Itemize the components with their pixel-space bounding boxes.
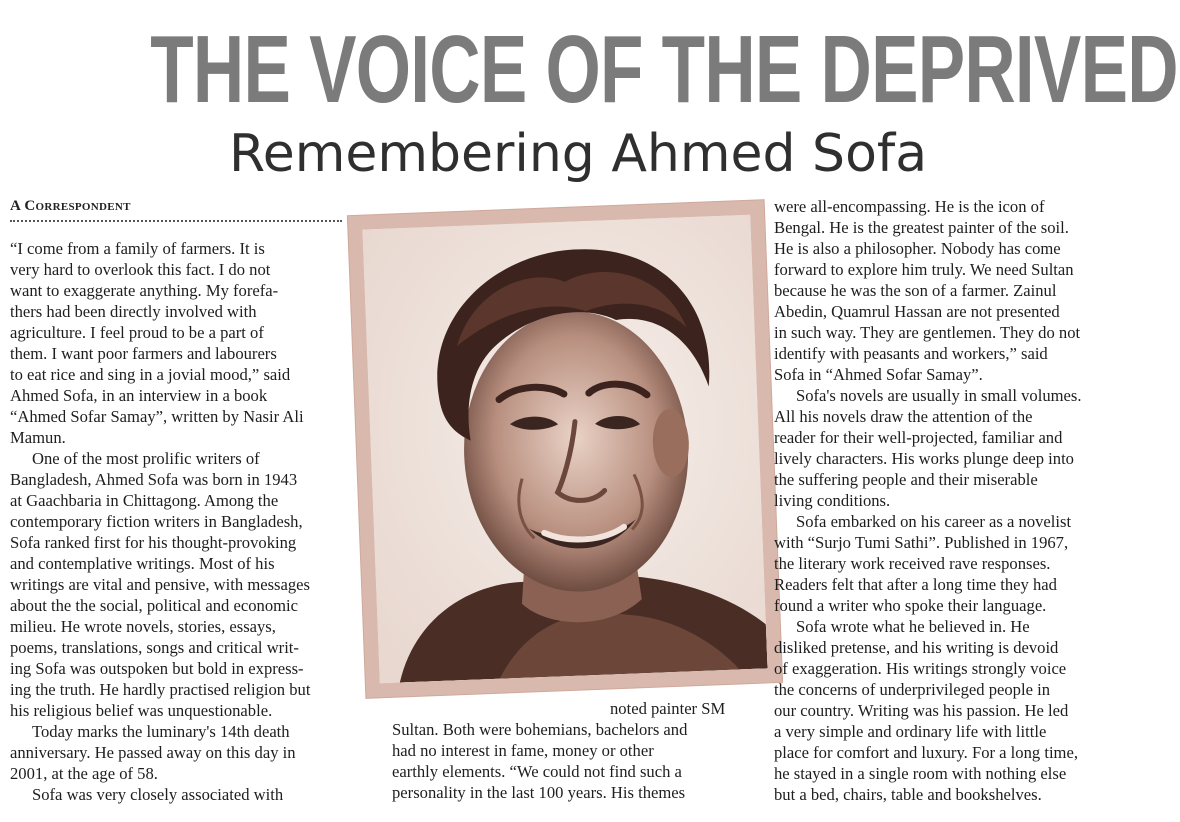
text-line: noted painter SM [610, 699, 726, 718]
text-line: Bangladesh, Ahmed Sofa was born in 1943 [10, 470, 298, 489]
text-line: disliked pretense, and his writing is devoid [774, 638, 1059, 657]
text-line: the suffering people and their miserable [774, 470, 1038, 489]
text-line: “Ahmed Sofar Samay”, written by Nasir Ali [10, 407, 304, 426]
text-line: Sofa was very closely associated with [32, 785, 284, 804]
text-line: Ahmed Sofa, in an interview in a book [10, 386, 268, 405]
text-line: the concerns of underprivileged people in [774, 680, 1051, 699]
text-line: them. I want poor farmers and labourers [10, 344, 277, 363]
text-line: reader for their well-projected, familiar and [774, 428, 1063, 447]
text-line: ing the truth. He hardly practised religion but [10, 680, 311, 699]
headline: THE VOICE OF THE DEPRIVED [150, 16, 1178, 123]
text-line: Abedin, Quamrul Hassan are not presented [774, 302, 1060, 321]
text-line: in such way. They are gentlemen. They do not [774, 323, 1081, 342]
text-line: Sofa's novels are usually in small volumes. [796, 386, 1082, 405]
text-line: were all-encompassing. He is the icon of [774, 197, 1045, 216]
portrait-image [362, 215, 767, 684]
text-line: Sofa ranked first for his thought-provoking [10, 533, 297, 552]
text-line: about the the social, political and economic [10, 596, 298, 615]
text-line: Bengal. He is the greatest painter of the soil. [774, 218, 1069, 237]
text-line: Sofa in “Ahmed Sofar Samay”. [774, 365, 983, 384]
text-line: with “Surjo Tumi Sathi”. Published in 1967, [774, 533, 1069, 552]
text-line: thers had been directly involved with [10, 302, 257, 321]
text-line: our country. Writing was his passion. He led [774, 701, 1069, 720]
byline-divider [10, 220, 342, 222]
text-line: forward to explore him truly. We need Sultan [774, 260, 1074, 279]
portrait-photo-frame [348, 200, 782, 698]
text-line: found a writer who spoke their language. [774, 596, 1047, 615]
text-line: to eat rice and sing in a jovial mood,” said [10, 365, 291, 384]
text-line: identify with peasants and workers,” said [774, 344, 1048, 363]
text-line: living conditions. [774, 491, 891, 510]
text-line: He is also a philosopher. Nobody has come [774, 239, 1061, 258]
text-line: had no interest in fame, money or other [392, 741, 654, 760]
text-line: because he was the son of a farmer. Zainul [774, 281, 1057, 300]
text-line: Sofa embarked on his career as a novelist [796, 512, 1072, 531]
text-line: Today marks the luminary's 14th death [32, 722, 290, 741]
text-line: agriculture. I feel proud to be a part of [10, 323, 264, 342]
text-line: place for comfort and luxury. For a long time, [774, 743, 1078, 762]
text-line: 2001, at the age of 58. [10, 764, 158, 783]
text-line: All his novels draw the attention of the [774, 407, 1033, 426]
text-line: “I come from a family of farmers. It is [10, 239, 265, 258]
text-line: anniversary. He passed away on this day in [10, 743, 296, 762]
text-line: at Gaachbaria in Chittagong. Among the [10, 491, 279, 510]
text-line: very hard to overlook this fact. I do not [10, 260, 271, 279]
text-line: Readers felt that after a long time they had [774, 575, 1057, 594]
text-line: ing Sofa was outspoken but bold in express- [10, 659, 304, 678]
text-line: lively characters. His works plunge deep into [774, 449, 1074, 468]
text-line: but a bed, chairs, table and bookshelves. [774, 785, 1042, 804]
text-line: poems, translations, songs and critical writ- [10, 638, 299, 657]
text-line: Sofa wrote what he believed in. He [796, 617, 1030, 636]
article-column-middle [392, 698, 725, 803]
text-line: One of the most prolific writers of [32, 449, 260, 468]
text-line: writings are vital and pensive, with messages [10, 575, 311, 594]
text-line: contemporary fiction writers in Bangladesh, [10, 512, 303, 531]
article-column-left [10, 238, 310, 805]
text-line: a very simple and ordinary life with little [774, 722, 1047, 741]
portrait-photo [362, 215, 767, 684]
text-line: want to exaggerate anything. My forefa- [10, 281, 279, 300]
text-line: of exaggeration. His writings strongly voice [774, 659, 1067, 678]
text-line: Mamun. [10, 428, 66, 447]
text-line: milieu. He wrote novels, stories, essays, [10, 617, 276, 636]
text-line: he stayed in a single room with nothing else [774, 764, 1067, 783]
text-line: Sultan. Both were bohemians, bachelors and [392, 720, 688, 739]
text-line: personality in the last 100 years. His themes [392, 783, 686, 802]
text-line: earthly elements. “We could not find such a [392, 762, 682, 781]
subheadline: Remembering Ahmed Sofa [228, 124, 928, 184]
text-line: and contemplative writings. Most of his [10, 554, 275, 573]
byline: A Correspondent [10, 198, 131, 214]
text-line: his religious belief was unquestionable. [10, 701, 273, 720]
text-line: the literary work received rave responses. [774, 554, 1051, 573]
article-column-right [774, 196, 1082, 805]
